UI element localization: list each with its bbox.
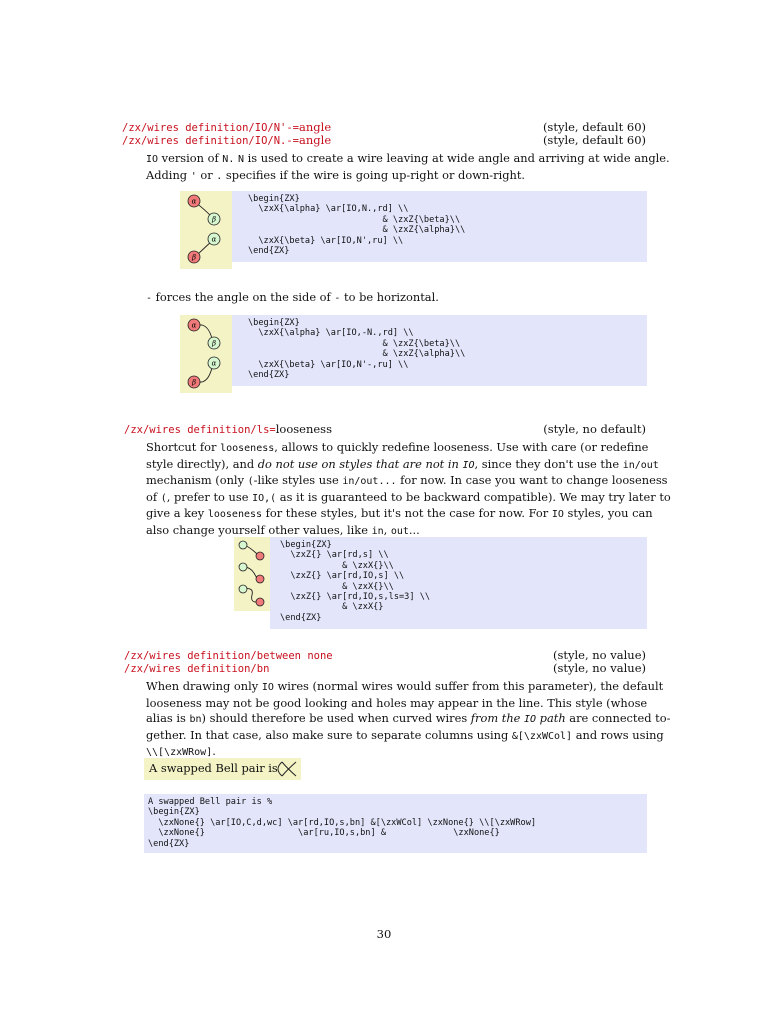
- code-line: & \zxZ{\beta}\\: [248, 214, 461, 225]
- x-spider-node: [256, 552, 264, 560]
- code-line: \zxX{\alpha} \ar[IO,-N.,rd] \\: [248, 328, 414, 339]
- code-line: \zxNone{} \ar[ru,IO,s,bn] & \zxNone{}: [148, 828, 500, 839]
- zx-diagram: [234, 537, 270, 611]
- key-line-between-none: [124, 649, 333, 663]
- svg-text:β: β: [211, 215, 217, 224]
- key-path: /zx/wires definition/IO/N'-=: [122, 122, 300, 134]
- code-line: & \zxX{}\\: [280, 581, 394, 592]
- svg-text:β: β: [191, 253, 197, 262]
- key-path: /zx/wires definition/ls=: [124, 424, 276, 436]
- svg-text:α: α: [191, 321, 197, 330]
- code-line: \begin{ZX}: [148, 807, 200, 818]
- zx-figure-3: [234, 537, 270, 611]
- paragraph-line: also change yourself other values, like in, out...: [146, 522, 420, 537]
- z-spider-node: [239, 585, 247, 593]
- code-line: \zxZ{} \ar[rd,IO,s] \\: [280, 571, 405, 582]
- code-line: \begin{ZX}: [248, 194, 300, 204]
- z-spider-node: [239, 541, 247, 549]
- zx-figure-2: [180, 315, 232, 393]
- svg-text:α: α: [211, 359, 217, 368]
- zx-diagram: [180, 191, 232, 269]
- key-note: (style, default 60): [542, 120, 646, 134]
- key-path: /zx/wires definition/IO/N.-=: [122, 135, 300, 147]
- code-line: & \zxX{}\\: [280, 560, 394, 571]
- code-line: \end{ZX}: [148, 838, 190, 849]
- page-number: 30: [376, 927, 392, 941]
- code-line: & \zxZ{\beta}\\: [248, 338, 461, 349]
- key-path: /zx/wires definition/bn: [124, 663, 270, 675]
- svg-text:α: α: [211, 235, 217, 244]
- code-line: \end{ZX}: [248, 246, 290, 257]
- paragraph-line: of (, prefer to use IO,( as it is guaranteed to be backward compatible). We may try later to: [146, 489, 671, 504]
- swapped-bell-pair-icon: [274, 760, 298, 778]
- key-note: (style, no value): [552, 661, 646, 675]
- code-line: A swapped Bell pair is %: [148, 797, 273, 807]
- key-line-n-dot: [122, 134, 331, 148]
- zx-diagram: [180, 315, 232, 393]
- code-listing-4: [144, 794, 647, 853]
- paragraph-line: \\[\zxWRow].: [146, 744, 216, 759]
- x-spider-node: [256, 575, 264, 583]
- svg-text:α: α: [191, 197, 197, 206]
- svg-text:β: β: [191, 378, 197, 387]
- paragraph-line: gether. In that case, also make sure to separate columns using &[\zxWCol] and rows using: [146, 727, 664, 742]
- bell-pair-text: A swapped Bell pair is: [149, 761, 278, 775]
- code-line: \zxX{\beta} \ar[IO,N'-,ru] \\: [248, 359, 409, 370]
- key-value: looseness: [275, 422, 332, 436]
- key-note: (style, default 60): [542, 133, 646, 147]
- x-spider-node: [256, 598, 264, 606]
- key-line-bn: [124, 662, 269, 676]
- description-paragraph: [146, 151, 670, 184]
- paragraph-line: give a key looseness for these styles, but it's not the case for now. For IO styles, you can: [146, 506, 653, 521]
- code-line: \begin{ZX}: [280, 540, 332, 550]
- code-line: & \zxZ{\alpha}\\: [248, 225, 466, 236]
- code-line: \end{ZX}: [280, 612, 322, 623]
- paragraph-line: When drawing only IO wires (normal wires would suffer from this parameter), the default: [146, 679, 664, 693]
- paragraph-line: Shortcut for looseness, allows to quickly redefine looseness. Use with care (or redefine: [146, 440, 649, 454]
- code-line: \begin{ZX}: [248, 318, 300, 328]
- code-line: & \zxZ{\alpha}\\: [248, 349, 466, 360]
- code-line: \end{ZX}: [248, 370, 290, 381]
- description-paragraph: [146, 290, 646, 307]
- paragraph-line: IO version of N. N is used to create a wire leaving at wide angle and arriving at wide angle.: [146, 151, 670, 165]
- code-line: \zxZ{} \ar[rd,IO,s,ls=3] \\: [280, 592, 431, 603]
- svg-text:β: β: [211, 339, 217, 348]
- code-listing-2: [232, 315, 647, 386]
- zx-figure-1: [180, 191, 232, 269]
- code-listing-3: [270, 537, 647, 629]
- paragraph-line: Adding ' or . specifies if the wire is going up-right or down-right.: [146, 167, 526, 182]
- bell-pair-rendering: [144, 758, 301, 780]
- z-spider-node: [239, 563, 247, 571]
- key-note: (style, no default): [543, 422, 646, 436]
- paragraph-line: mechanism (only (-like styles use in/out... for now. In case you want to change looseness: [146, 473, 668, 488]
- code-line: \zxX{\beta} \ar[IO,N',ru] \\: [248, 235, 404, 246]
- paragraph-line: - forces the angle on the side of - to be horizontal.: [146, 290, 439, 304]
- paragraph-line: looseness may not be good looking and holes may appear in the line. This style (whose: [146, 695, 648, 710]
- code-listing-1: [232, 191, 647, 262]
- key-note: (style, no value): [552, 648, 646, 662]
- key-line-ls: [124, 423, 332, 437]
- description-paragraph: [146, 679, 671, 761]
- description-paragraph: [146, 440, 671, 540]
- paragraph-line: style directly), and do not use on styles that are not in IO, since they don't use the in/out: [146, 456, 659, 471]
- code-line: & \zxX{}: [280, 602, 384, 613]
- code-line: \zxZ{} \ar[rd,s] \\: [280, 550, 389, 561]
- code-line: \zxNone{} \ar[IO,C,d,wc] \ar[rd,IO,s,bn] &[\zxWCol] \zxNone{} \\[\zxWRow]: [148, 817, 537, 828]
- key-value: angle: [299, 120, 332, 134]
- paragraph-line: alias is bn) should therefore be used when curved wires from the IO path are connected to-: [146, 711, 671, 726]
- code-line: \zxX{\alpha} \ar[IO,N.,rd] \\: [248, 204, 409, 215]
- key-value: angle: [299, 133, 332, 147]
- key-path: /zx/wires definition/between none: [124, 650, 333, 662]
